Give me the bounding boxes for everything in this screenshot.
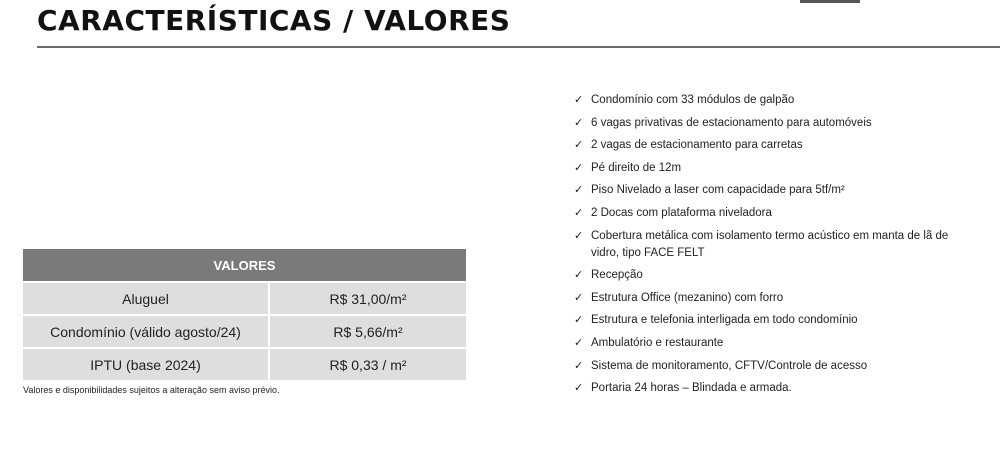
table-row [23,282,466,315]
check-icon: ✓ [574,139,584,152]
feature-text: Portaria 24 horas – Blindada e armada. [591,382,792,395]
feature-text: Recepção [591,269,643,282]
list-item [574,267,974,284]
row-value-iptu: R$ 0,33 / m² [269,348,466,380]
check-icon: ✓ [574,161,584,174]
list-item [574,137,974,154]
feature-text: 2 vagas de estacionamento para carretas [591,139,803,152]
check-icon: ✓ [574,291,584,304]
list-item [574,380,974,397]
check-icon: ✓ [574,229,584,242]
list-item [574,358,974,375]
check-icon: ✓ [574,336,584,349]
list-item [574,92,974,109]
list-item [574,182,974,199]
title-underline [37,46,1000,48]
features-list [574,92,974,403]
feature-text: Cobertura metálica com isolamento termo acústico em manta de lã de vidro, tipo FACE FELT [591,229,949,259]
table-row [23,348,466,380]
check-icon: ✓ [574,382,584,395]
valores-table-header: VALORES [23,249,466,282]
valores-table [23,249,466,380]
list-item [574,290,974,307]
list-item [574,312,974,329]
check-icon: ✓ [574,314,584,327]
list-item [574,205,974,222]
feature-text: Estrutura e telefonia interligada em todo condomínio [591,314,858,327]
page-title: CARACTERÍSTICAS / VALORES [37,4,511,37]
feature-text: Estrutura Office (mezanino) com forro [591,291,784,304]
feature-text: 2 Docas com plataforma niveladora [591,206,772,219]
row-value-condominio: R$ 5,66/m² [269,315,466,348]
feature-text: Pé direito de 12m [591,161,682,174]
check-icon: ✓ [574,184,584,197]
check-icon: ✓ [574,269,584,282]
check-icon: ✓ [574,116,584,129]
row-label-aluguel: Aluguel [23,282,269,315]
check-icon: ✓ [574,94,584,106]
list-item [574,335,974,352]
feature-text: Ambulatório e restaurante [591,336,724,349]
top-corner-decoration [800,0,860,3]
valores-table-header-row [23,249,466,282]
row-value-aluguel: R$ 31,00/m² [269,282,466,315]
list-item [574,115,974,132]
check-icon: ✓ [574,206,584,219]
disclaimer-note: Valores e disponibilidades sujeitos a alteração sem aviso prévio. [23,385,280,395]
list-item [574,228,974,262]
feature-text: Condomínio com 33 módulos de galpão [591,94,795,106]
feature-text: Sistema de monitoramento, CFTV/Controle de acesso [591,359,868,372]
table-row [23,315,466,348]
list-item [574,160,974,177]
check-icon: ✓ [574,359,584,372]
feature-text: 6 vagas privativas de estacionamento para automóveis [591,116,872,129]
row-label-condominio: Condomínio (válido agosto/24) [23,315,269,348]
row-label-iptu: IPTU (base 2024) [23,348,269,380]
feature-text: Piso Nivelado a laser com capacidade para 5tf/m² [591,184,845,197]
